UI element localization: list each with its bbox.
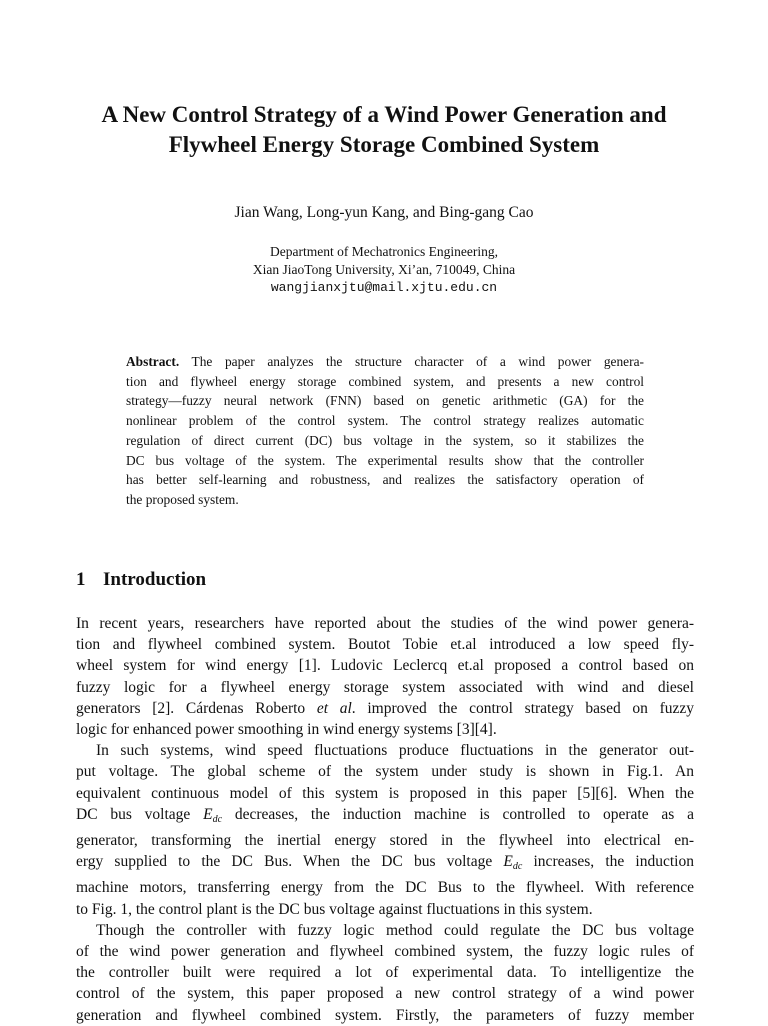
math-variable: E [203,805,213,823]
body-line: fuzzy logic for a flywheel energy storage system associated with wind and diesel [76,678,694,696]
body-line: In such systems, wind speed fluctuations produce fluctuations in the generator out- [96,742,694,760]
body-text-run: . improved the control strategy based on fuzzy [351,699,694,717]
body-line: control of the system, this paper proposed a new control strategy of a wind power [76,985,694,1003]
body-text-run: ergy supplied to the DC Bus. When the DC bus voltage [76,853,504,871]
body-text-run: decreases, the induction machine is controlled to operate as a [222,805,695,823]
abstract-line: tion and flywheel energy storage combined system, and presents a new control [126,373,644,389]
body-line: machine motors, transferring energy from the DC Bus to the flywheel. With reference [76,879,694,897]
abstract-line: DC bus voltage of the system. The experimental results show that the controller [126,452,644,468]
body-line: tion and flywheel combined system. Boutot Tobie et.al introduced a low speed fly- [76,636,694,654]
abstract-line: regulation of direct current (DC) bus voltage in the system, so it stabilizes the [126,432,644,448]
abstract-line: nonlinear problem of the control system. The control strategy realizes automatic [126,413,644,429]
body-line [76,851,694,877]
paper-title [0,100,768,160]
abstract-line [126,352,644,372]
body-line: equivalent continuous model of this system is proposed in this paper [5][6]. When the [76,784,694,802]
math-subscript: dc [512,861,523,873]
abstract-line: has better self-learning and robustness, and realizes the satisfactory operation of [126,472,644,488]
section-title: Introduction [103,569,207,590]
body-line: to Fig. 1, the control plant is the DC bus voltage against fluctuations in this system. [76,900,593,918]
math-subscript: dc [212,813,223,825]
section-number: 1 [76,569,86,590]
body-line: the controller built were required a lot of experimental data. To intelligentize the [76,964,694,982]
title-line-1: A New Control Strategy of a Wind Power Generation and [101,102,667,127]
math-variable: E [503,853,513,871]
abstract-text: The paper analyzes the structure character of a wind power genera- [179,354,644,369]
body-line: wheel system for wind energy [1]. Ludovic Leclercq et.al proposed a control based on [76,657,694,675]
body-text-run: DC bus voltage [76,805,204,823]
body-line: generator, transforming the inertial energy stored in the flywheel into electrical en- [76,832,694,850]
body-italic-run: et al [316,699,352,717]
affiliation-department: Department of Mechatronics Engineering, [270,244,498,259]
body-line: logic for enhanced power smoothing in wind energy systems [3][4]. [76,721,497,739]
body-line: put voltage. The global scheme of the system under study is shown in Fig.1. An [76,763,694,781]
body-text-run: increases, the induction [522,853,694,871]
author-list: Jian Wang, Long-yun Kang, and Bing-gang Cao [234,204,534,221]
abstract-line: strategy—fuzzy neural network (FNN) based on genetic arithmetic (GA) for the [126,393,644,409]
section-heading [76,568,206,592]
title-line-2: Flywheel Energy Storage Combined System [168,132,600,157]
abstract-label: Abstract. [126,354,180,369]
body-line: of the wind power generation and flywheel combined system, the fuzzy logic rules of [76,943,694,961]
body-line: Though the controller with fuzzy logic method could regulate the DC bus voltage [96,921,694,939]
body-line [76,804,694,830]
affiliation-university: Xian JiaoTong University, Xi’an, 710049, China [252,262,516,277]
body-text-run: generators [2]. Cárdenas Roberto [76,699,317,717]
abstract [126,352,644,510]
abstract-line: the proposed system. [126,491,239,507]
body-line: generation and flywheel combined system. Firstly, the parameters of fuzzy member [76,1006,694,1024]
body-text [76,613,694,1026]
author-email[interactable]: wangjianxjtu@mail.xjtu.edu.cn [270,280,498,295]
body-line: In recent years, researchers have reported about the studies of the wind power genera- [76,615,694,632]
body-line [76,698,694,719]
affiliation [0,243,768,297]
